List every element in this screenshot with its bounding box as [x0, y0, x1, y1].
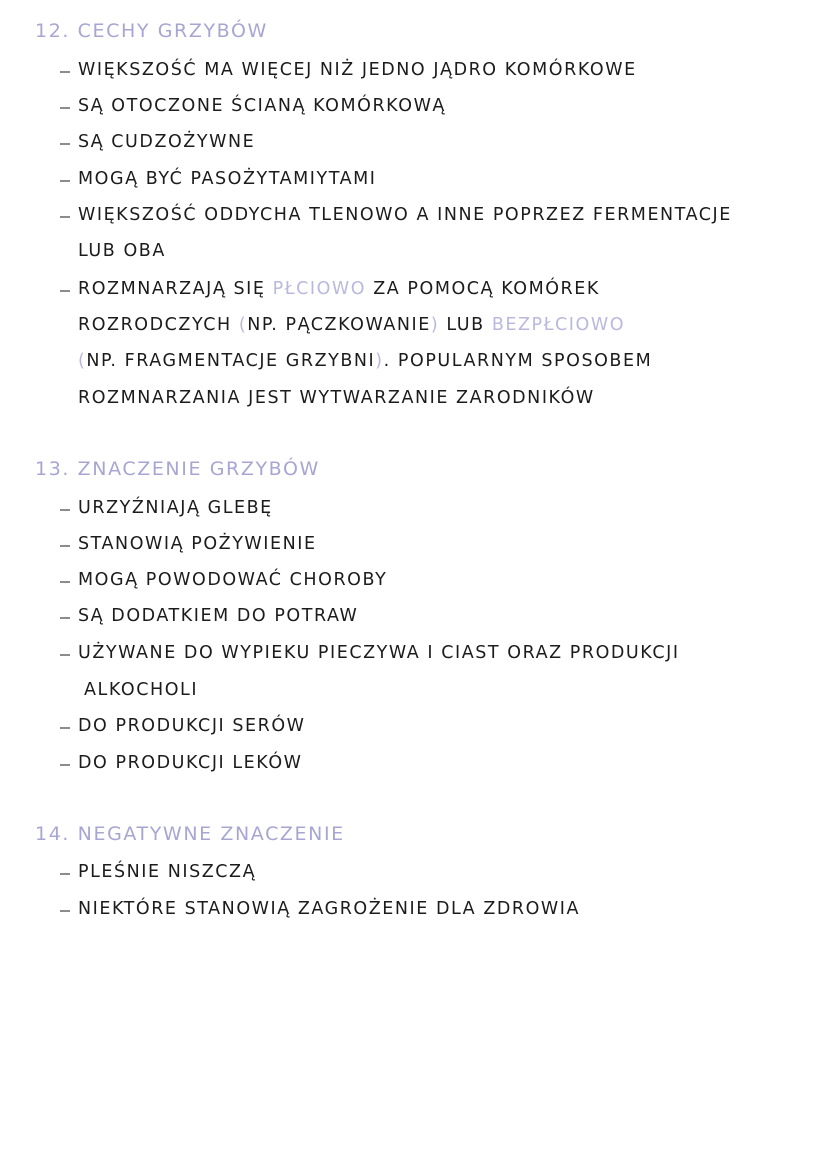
dash-icon [60, 910, 70, 912]
text-run: ROZMNARZAJĄ SIĘ [78, 279, 266, 299]
item-text: WIĘKSZOŚĆ ODDYCHA TLENOWO A INNE POPRZEZ FERMENTACJE [78, 205, 732, 225]
item-text-continuation: LUB OBA [78, 241, 166, 261]
item-text: NIEKTÓRE STANOWIĄ ZAGROŻENIE DLA ZDROWIA [78, 899, 581, 919]
section-heading: 13. ZNACZENIE GRZYBÓW [35, 458, 320, 480]
item-text: SĄ CUDZOŻYWNE [78, 132, 256, 152]
dash-icon [60, 617, 70, 619]
item-text: STANOWIĄ POŻYWIENIE [78, 534, 317, 554]
text-run: NP. FRAGMENTACJE GRZYBNI [86, 351, 376, 371]
item-text-continuation: ROZMNARZANIA JEST WYTWARZANIE ZARODNIKÓW [78, 388, 595, 408]
dash-icon [60, 143, 70, 145]
dash-icon [60, 581, 70, 583]
dash-icon [60, 71, 70, 73]
section-heading: 14. NEGATYWNE ZNACZENIE [35, 823, 345, 845]
item-text: PLEŚNIE NISZCZĄ [78, 862, 257, 882]
dash-icon [60, 873, 70, 875]
dash-icon [60, 509, 70, 511]
item-text: MOGĄ BYĆ PASOŻYTAMIYTAMI [78, 169, 377, 189]
dash-icon [60, 545, 70, 547]
item-text [78, 277, 600, 301]
item-text-continuation [78, 349, 652, 373]
item-text: UŻYWANE DO WYPIEKU PIECZYWA I CIAST ORAZ PRODUKCJI [78, 643, 680, 663]
bracket-close: ) [430, 315, 440, 335]
text-run: . POPULARNYM SPOSOBEM [383, 351, 653, 371]
bracket-close: ) [375, 351, 384, 371]
dash-icon [60, 290, 70, 292]
highlight-term: PŁCIOWO [272, 279, 367, 299]
item-text-continuation: ALKOCHOLI [84, 680, 199, 700]
highlight-term: BEZPŁCIOWO [491, 315, 626, 335]
dash-icon [60, 180, 70, 182]
dash-icon [60, 654, 70, 656]
item-text: WIĘKSZOŚĆ MA WIĘCEJ NIŻ JEDNO JĄDRO KOMÓRKOWE [78, 60, 637, 80]
text-run: NP. PĄCZKOWANIE [247, 315, 431, 335]
item-text: URZYŹNIAJĄ GLEBĘ [78, 498, 273, 518]
text-run: ZA POMOCĄ KOMÓREK [373, 279, 600, 299]
dash-icon [60, 216, 70, 218]
bracket-open: ( [238, 315, 248, 335]
section-heading: 12. CECHY GRZYBÓW [35, 20, 268, 42]
dash-icon [60, 764, 70, 766]
item-text: MOGĄ POWODOWAĆ CHOROBY [78, 570, 388, 590]
text-run: LUB [446, 315, 485, 335]
text-run: ROZRODCZYCH [78, 315, 232, 335]
item-text: DO PRODUKCJI LEKÓW [78, 753, 303, 773]
item-text: DO PRODUKCJI SERÓW [78, 716, 306, 736]
item-text: SĄ DODATKIEM DO POTRAW [78, 606, 359, 626]
item-text: SĄ OTOCZONE ŚCIANĄ KOMÓRKOWĄ [78, 96, 446, 116]
dash-icon [60, 727, 70, 729]
dash-icon [60, 107, 70, 109]
bracket-open: ( [78, 351, 87, 371]
item-text-continuation [78, 313, 625, 337]
